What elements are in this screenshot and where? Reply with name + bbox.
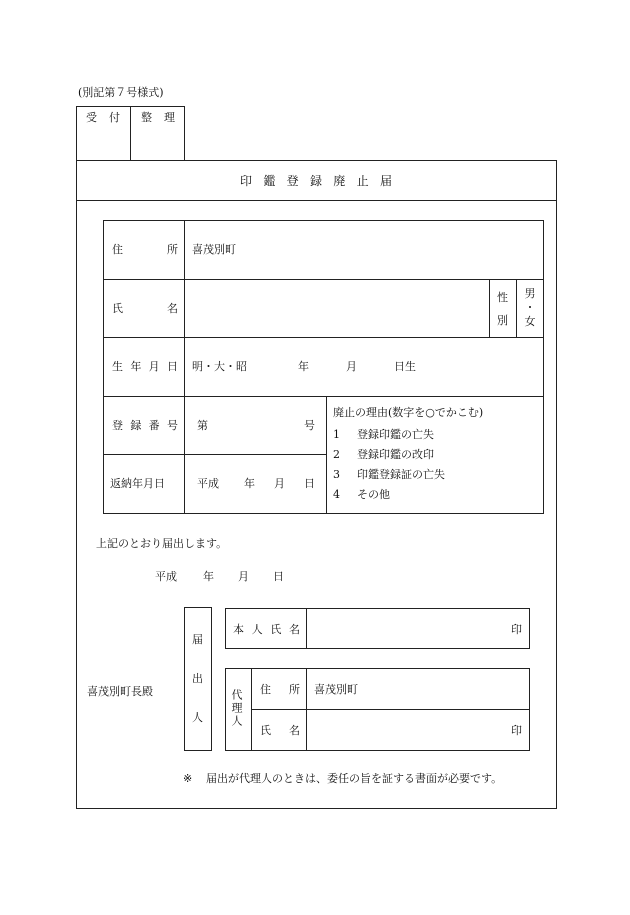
reception-uketsuke-label: 受 付 xyxy=(86,111,120,124)
proxy-address-label: 住 所 xyxy=(260,683,300,696)
proxy-address-value: 喜茂別町 xyxy=(314,683,358,696)
address-value: 喜茂別町 xyxy=(192,243,236,256)
notifier-char-2: 出 xyxy=(192,672,203,685)
notifier-char-1: 届 xyxy=(192,633,203,646)
reason-4-num[interactable]: 4 xyxy=(333,488,340,501)
gender-label-2: 別 xyxy=(497,314,508,327)
reason-3-num[interactable]: 3 xyxy=(333,468,340,481)
registration-number-prefix: 第 xyxy=(197,419,208,432)
proxy-label: 代理人 xyxy=(230,689,243,728)
row-divider xyxy=(103,396,543,397)
address-label: 住 所 xyxy=(112,243,178,256)
label-column-divider xyxy=(184,220,185,513)
note-mark: ※ xyxy=(183,772,193,785)
self-name-field[interactable] xyxy=(307,609,507,647)
reason-column-divider xyxy=(326,396,327,513)
birth-date-label: 生 年 月 日 xyxy=(112,360,178,373)
birth-day-unit: 日生 xyxy=(394,360,416,373)
submission-month-unit: 月 xyxy=(238,570,249,583)
submission-year-unit: 年 xyxy=(203,570,214,583)
reason-2-num[interactable]: 2 xyxy=(333,448,340,461)
submission-era: 平成 xyxy=(155,570,177,583)
registration-number-label: 登 録 番 号 xyxy=(112,419,178,432)
gender-column-divider xyxy=(489,279,490,337)
registration-number-suffix: 号 xyxy=(304,419,315,432)
proxy-name-field[interactable] xyxy=(307,711,507,749)
proxy-name-label: 氏 名 xyxy=(260,724,300,737)
declaration-text: 上記のとおり届出します。 xyxy=(96,537,228,550)
reason-3-text: 印鑑登録証の亡失 xyxy=(357,468,445,481)
reception-divider xyxy=(130,106,131,160)
return-date-label: 返納年月日 xyxy=(110,477,165,490)
return-era: 平成 xyxy=(197,477,219,490)
birth-era: 明・大・昭 xyxy=(192,360,247,373)
proxy-row-divider xyxy=(251,709,529,710)
form-number-label: (別記第７号様式) xyxy=(78,86,164,99)
name-field[interactable] xyxy=(185,280,488,336)
submission-day-unit: 日 xyxy=(273,570,284,583)
gender-label-1: 性 xyxy=(497,291,508,304)
notifier-char-3: 人 xyxy=(192,711,203,724)
return-month-unit: 月 xyxy=(274,477,285,490)
form-title: 印 鑑 登 録 廃 止 届 xyxy=(240,174,392,188)
gender-options[interactable]: 男 ・ 女 xyxy=(524,287,536,328)
reason-4-text: その他 xyxy=(357,488,390,501)
reason-1-text: 登録印鑑の亡失 xyxy=(357,428,434,441)
birth-year-unit: 年 xyxy=(298,360,309,373)
reason-1-num[interactable]: 1 xyxy=(333,428,340,441)
return-day-unit: 日 xyxy=(304,477,315,490)
reason-title: 廃止の理由(数字を○でかこむ) xyxy=(333,406,484,419)
proxy-seal-mark: 印 xyxy=(511,724,522,737)
return-year-unit: 年 xyxy=(244,477,255,490)
row-divider xyxy=(103,337,543,338)
addressee: 喜茂別町長殿 xyxy=(87,685,153,698)
row-divider xyxy=(103,454,326,455)
name-label: 氏 名 xyxy=(112,302,178,315)
reason-2-text: 登録印鑑の改印 xyxy=(357,448,434,461)
note-text: 届出が代理人のときは、委任の旨を証する書面が必要です。 xyxy=(206,772,503,785)
reception-seiri-label: 整 理 xyxy=(141,111,175,124)
self-name-label: 本 人 氏 名 xyxy=(233,623,300,636)
birth-month-unit: 月 xyxy=(346,360,357,373)
self-seal-mark: 印 xyxy=(511,623,522,636)
title-divider xyxy=(76,200,556,201)
